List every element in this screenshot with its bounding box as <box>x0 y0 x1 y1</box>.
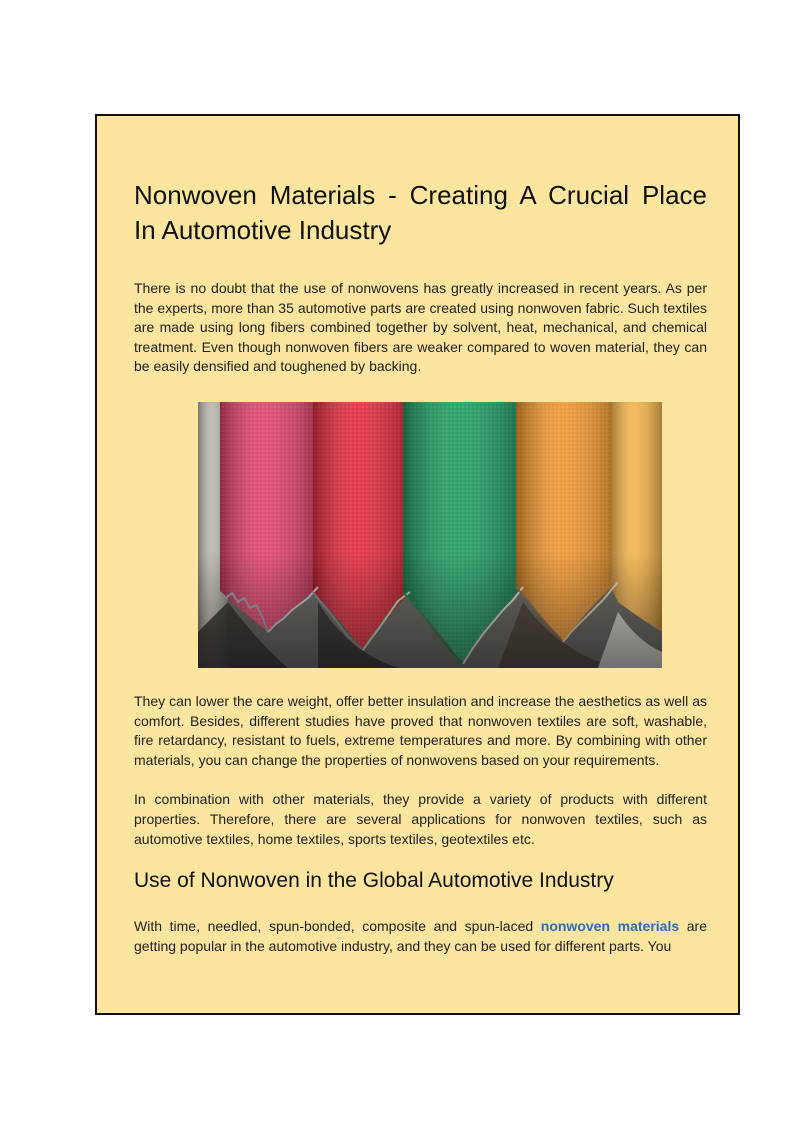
usage-text-after: are getting popular in the automotive industry, and they can be used for different parts. You <box>134 918 707 954</box>
article-title-line-2: In Automotive Industry <box>134 215 392 245</box>
image-vignette <box>198 552 662 668</box>
usage-text-before: With time, needled, spun-bonded, composite and spun-laced <box>134 918 541 935</box>
document-card <box>95 114 740 1015</box>
nonwoven-materials-link[interactable]: nonwoven materials <box>540 918 680 935</box>
section-heading: Use of Nonwoven in the Global Automotive Industry <box>134 869 614 893</box>
article-title <box>134 178 707 248</box>
applications-paragraph: In combination with other materials, they provide a variety of products with different properties. Therefore, there are several applications for nonwoven textiles, such as automotive textiles, home textiles, sports textiles, geotextiles etc. <box>134 791 707 847</box>
usage-paragraph <box>134 917 707 956</box>
nonwoven-fabric-image <box>198 402 662 668</box>
article-title-line-1: Nonwoven Materials - Creating A Crucial Place <box>134 180 707 210</box>
intro-paragraph: There is no doubt that the use of nonwovens has greatly increased in recent years. As per the experts, more than 35 automotive parts are created using nonwoven fabric. Such textiles are made using long fibers combined together by solvent, heat, mechanical, and chemical treatment. Even though nonwoven fibers are weaker compared to woven material, they can be easily densified and toughened by backing. <box>134 280 707 375</box>
article-content <box>134 178 707 956</box>
benefits-paragraph: They can lower the care weight, offer better insulation and increase the aesthetics as well as comfort. Besides, different studies have proved that nonwoven textiles are soft, washable, fire retardancy, resistant to fuels, extreme temperatures and more. By combining with other materials, you can change the properties of nonwovens based on your requirements. <box>134 692 707 768</box>
